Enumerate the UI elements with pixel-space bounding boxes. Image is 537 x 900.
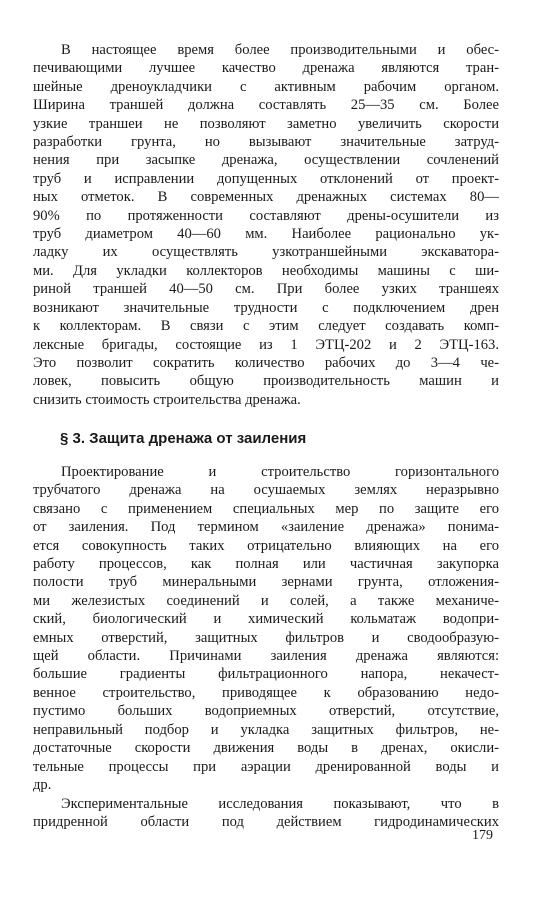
text-line: к коллекторам. В связи с этим следует создавать комп- (33, 318, 499, 335)
text-line: лексные бригады, состоящие из 1 ЭТЦ-202 и 2 ЭТЦ-163. (33, 336, 499, 353)
text-line: возникают значительные трудности с подключением дрен (33, 299, 499, 316)
text-line: щей области. Причинами заиления дренажа являются: (33, 648, 499, 665)
text-line: полости труб минеральными зернами грунта, отложения- (33, 574, 499, 591)
text-line: ский, биологический и химический кольматаж водопри- (33, 611, 499, 628)
page-number: 179 (472, 828, 493, 843)
text-line: ных отметок. В современных дренажных системах 80— (33, 189, 499, 206)
section-heading: § 3. Защита дренажа от заиления (60, 430, 307, 447)
text-line: большие градиенты фильтрационного напора, некачест- (33, 666, 499, 683)
text-line: Это позволит сократить количество рабочих до 3—4 че- (33, 354, 499, 371)
text-line: ловек, повысить общую производительность машин и (33, 373, 499, 390)
paragraph-experimental-studies (33, 795, 499, 832)
text-line: Экспериментальные исследования показывают, что в (61, 796, 499, 812)
text-line: труб и исправлении допущенных отклонений от проект- (33, 170, 499, 187)
text-line: неправильный подбор и укладка защитных фильтров, не- (33, 721, 499, 738)
text-line: нения при засыпке дренажа, осуществлении сочленений (33, 152, 499, 169)
text-line: пустимо больших водоприемных отверстий, отсутствие, (33, 703, 499, 720)
text-line: шейные дреноукладчики с активным рабочим органом. (33, 78, 499, 95)
text-line: ми. Для укладки коллекторов необходимы машины с ши- (33, 262, 499, 279)
text-line: снизить стоимость строительства дренажа. (33, 391, 301, 408)
text-line: венное строительство, приводящее к образованию недо- (33, 684, 499, 701)
paragraph-drainage-machines (33, 41, 499, 409)
text-line: В настоящее время более производительными и обес- (61, 42, 499, 58)
text-line: трубчатого дренажа на осушаемых землях неразрывно (33, 482, 499, 499)
text-line: связано с применением специальных мер по защите его (33, 500, 499, 517)
text-line: риной траншей 40—50 см. При более узких траншеях (33, 281, 499, 298)
text-line: достаточные скорости движения воды в дренах, окисли- (33, 740, 499, 757)
text-line: емных отверстий, защитных фильтров и сводообразую- (33, 629, 499, 646)
text-line: 90% по протяженности составляют дрены-осушители из (33, 207, 499, 224)
text-line: от заиления. Под термином «заиление дренажа» понима- (33, 519, 499, 536)
text-line: печивающими лучшее качество дренажа являются тран- (33, 60, 499, 77)
text-line: труб диаметром 40—60 мм. Наиболее рационально ук- (33, 226, 499, 243)
text-line: др. (33, 776, 52, 793)
text-line: ется совокупность таких отрицательно влияющих на его (33, 537, 499, 554)
text-line: тельные процессы при аэрации дренированной воды и (33, 758, 499, 775)
text-line: ми железистых соединений и солей, а также механиче- (33, 592, 499, 609)
text-line: Ширина траншей должна составлять 25—35 см. Более (33, 97, 499, 114)
text-line: Проектирование и строительство горизонтального (61, 464, 499, 480)
paragraph-siltation-definition (33, 463, 499, 794)
text-line: работу процессов, как полная или частичная закупорка (33, 556, 499, 573)
text-line: разработки грунта, но вызывают значительные затруд- (33, 134, 499, 151)
text-line: узкие траншеи не позволяют заметно увеличить скорости (33, 115, 499, 132)
text-line: ладку их осуществлять узкотраншейными экскаваторa- (33, 244, 499, 261)
text-line: придренной области под действием гидродинамических (33, 814, 499, 831)
